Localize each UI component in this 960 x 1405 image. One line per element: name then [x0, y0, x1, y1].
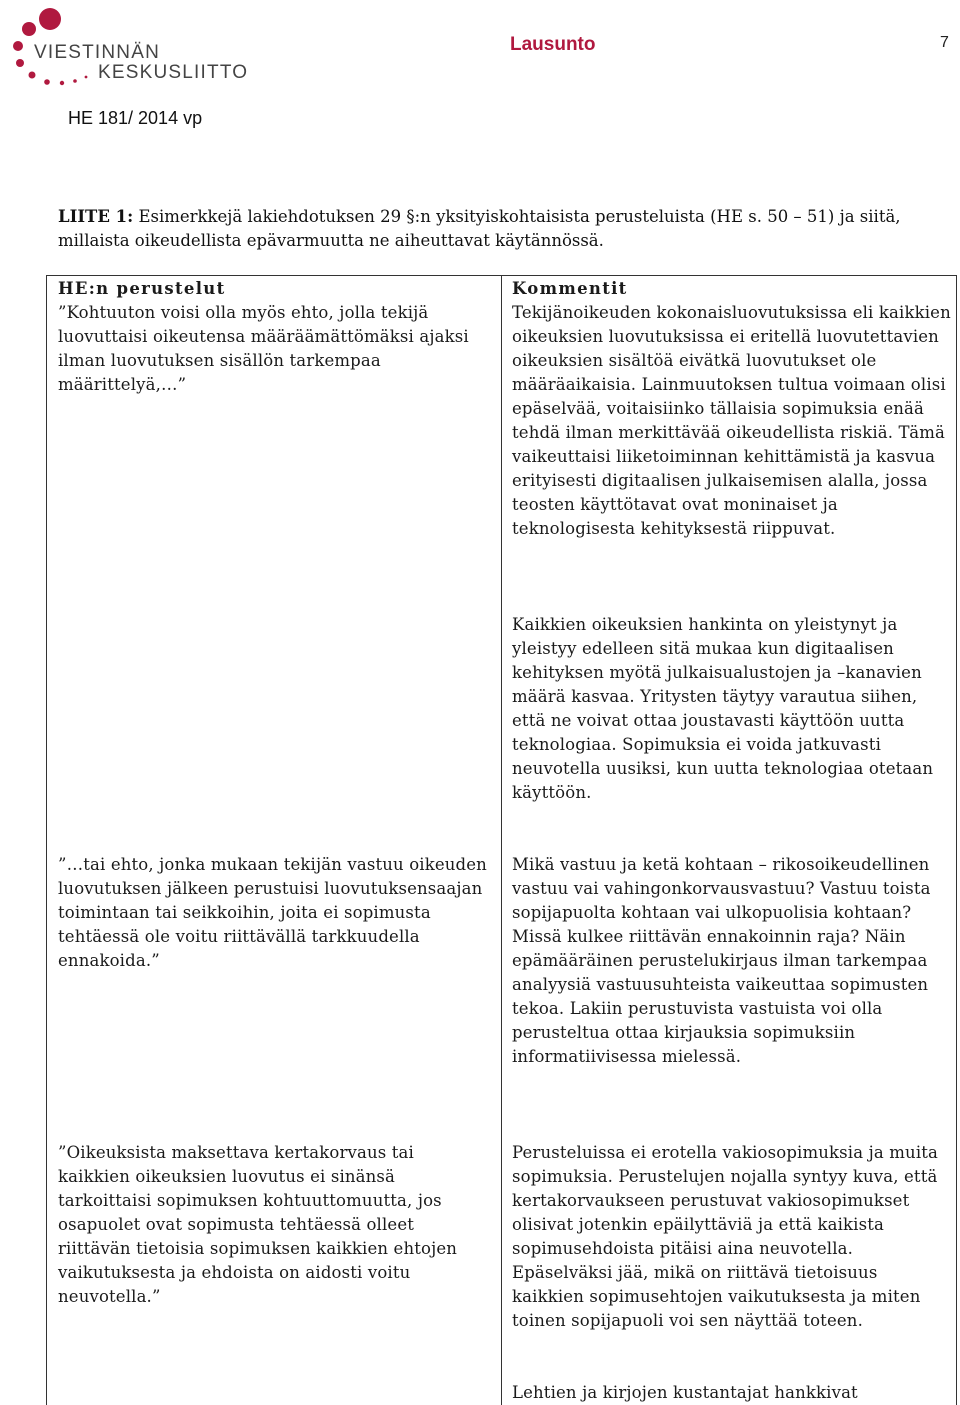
comment-cell-4 [512, 1141, 952, 1333]
rationale-quote-2: ”…tai ehto, jonka mukaan tekijän vastuu oikeuden luovutuksen jälkeen perustuisi luovutuksensaajan toimintaan tai seikkoihin, joita ei sopimusta tehtäessä ole voitu riittävällä tarkkuudella ennakoida.” [58, 855, 487, 970]
left-column-heading-cell [58, 277, 490, 397]
page-number: 7 [940, 34, 949, 51]
svg-text:KESKUSLIITTO: KESKUSLIITTO [98, 62, 249, 83]
comment-5: Lehtien ja kirjojen kustantajat hankkivat [512, 1383, 858, 1402]
rationale-cell-3 [58, 1141, 490, 1309]
page-header [0, 0, 960, 150]
comment-2: Kaikkien oikeuksien hankinta on yleistynyt ja yleistyy edelleen sitä mukaa kun digitaalisen kehityksen myötä julkaisualustojen ja –kanavien määrä kasvaa. Yritysten täytyy varautua siihen, että ne voivat ottaa joustavasti käyttöön uutta teknologiaa. Sopimuksia ei voida jatkuvasti neuvotella uusiksi, kun uutta teknologiaa otetaan käyttöön. [512, 615, 934, 802]
comment-1: Tekijänoikeuden kokonaisluovutuksissa eli kaikkien oikeuksien luovutuksissa ei eritellä luovutettavien oikeuksien sisältöä eivätkä luovutukset ole määräaikaisia. Lainmuutoksen tultua voimaan olisi epäselvää, voitaisiinko tällaisia sopimuksia enää tehdä ilman merkittävää oikeudellista riskiä. Tämä vaikeuttaisi liiketoiminnan kehittämistä ja kasvua erityisesti digitaalisen julkaisemisen alalla, jossa teosten käyttötavat ovat moninaiset ja teknologisesta kehityksestä riippuvat. [512, 303, 951, 538]
right-column-heading-cell [512, 277, 952, 541]
comment-cell-5 [512, 1381, 952, 1405]
svg-text:VIESTINNÄN: VIESTINNÄN [34, 42, 161, 63]
appendix-intro [58, 205, 948, 253]
viestinnan-keskusliitto-logo [6, 2, 268, 86]
comment-3: Mikä vastuu ja ketä kohtaan – rikosoikeudellinen vastuu vai vahingonkorvausvastuu? Vastuu toista sopijapuolta kohtaan vai ulkopuolisia kohtaan? Missä kulkee riittävän ennakoinnin raja? Näin epämääräinen perustelukirjaus ilman tarkempaa analyysiä vastuusuhteista vaikeuttaa sopimusten tekoa. Lakiin perustuvista vastuista voi olla perusteltua ottaa kirjauksia sopimuksiin informatiivisessa mielessä. [512, 855, 931, 1066]
comment-cell-3 [512, 853, 952, 1069]
rationale-quote-1: ”Kohtuuton voisi olla myös ehto, jolla tekijä luovuttaisi oikeutensa määräämättömäksi ajaksi ilman luovutuksen sisällön tarkempaa määrittelyä,…” [58, 303, 469, 394]
comment-cell-2 [512, 613, 952, 805]
left-column-heading: HE:n perustelut [58, 279, 226, 298]
document-type: Lausunto [510, 34, 596, 55]
appendix-label: LIITE 1: [58, 207, 134, 226]
column-divider [501, 276, 502, 1405]
comparison-table [46, 275, 957, 1405]
right-column-heading: Kommentit [512, 279, 628, 298]
rationale-quote-3: ”Oikeuksista maksettava kertakorvaus tai kaikkien oikeuksien luovutus ei sinänsä tarkoittaisi sopimuksen kohtuuttomuutta, jos osapuolet ovat sopimusta tehtäessä olleet riittävän tietoisia sopimuksen kaikkien ehtojen vaikutuksesta ja ehdoista on aidosti voitu neuvotella.” [58, 1143, 458, 1306]
rationale-cell-2 [58, 853, 490, 973]
government-proposal-reference: HE 181/ 2014 vp [68, 108, 203, 128]
appendix-description: Esimerkkejä lakiehdotuksen 29 §:n yksityiskohtaisista perusteluista (HE s. 50 – 51) ja siitä, millaista oikeudellista epävarmuutta ne aiheuttavat käytännössä. [58, 207, 901, 250]
comment-4: Perusteluissa ei erotella vakiosopimuksia ja muita sopimuksia. Perustelujen nojalla syntyy kuva, että kertakorvaukseen perustuvat vakiosopimukset olisivat jotenkin epäilyttäviä ja että kaikista sopimusehdoista pitäisi aina neuvotella. Epäselväksi jää, mikä on riittävä tietoisuus kaikkien sopimusehtojen vaikutuksesta ja miten toinen sopijapuoli voi sen näyttää toteen. [512, 1143, 939, 1330]
